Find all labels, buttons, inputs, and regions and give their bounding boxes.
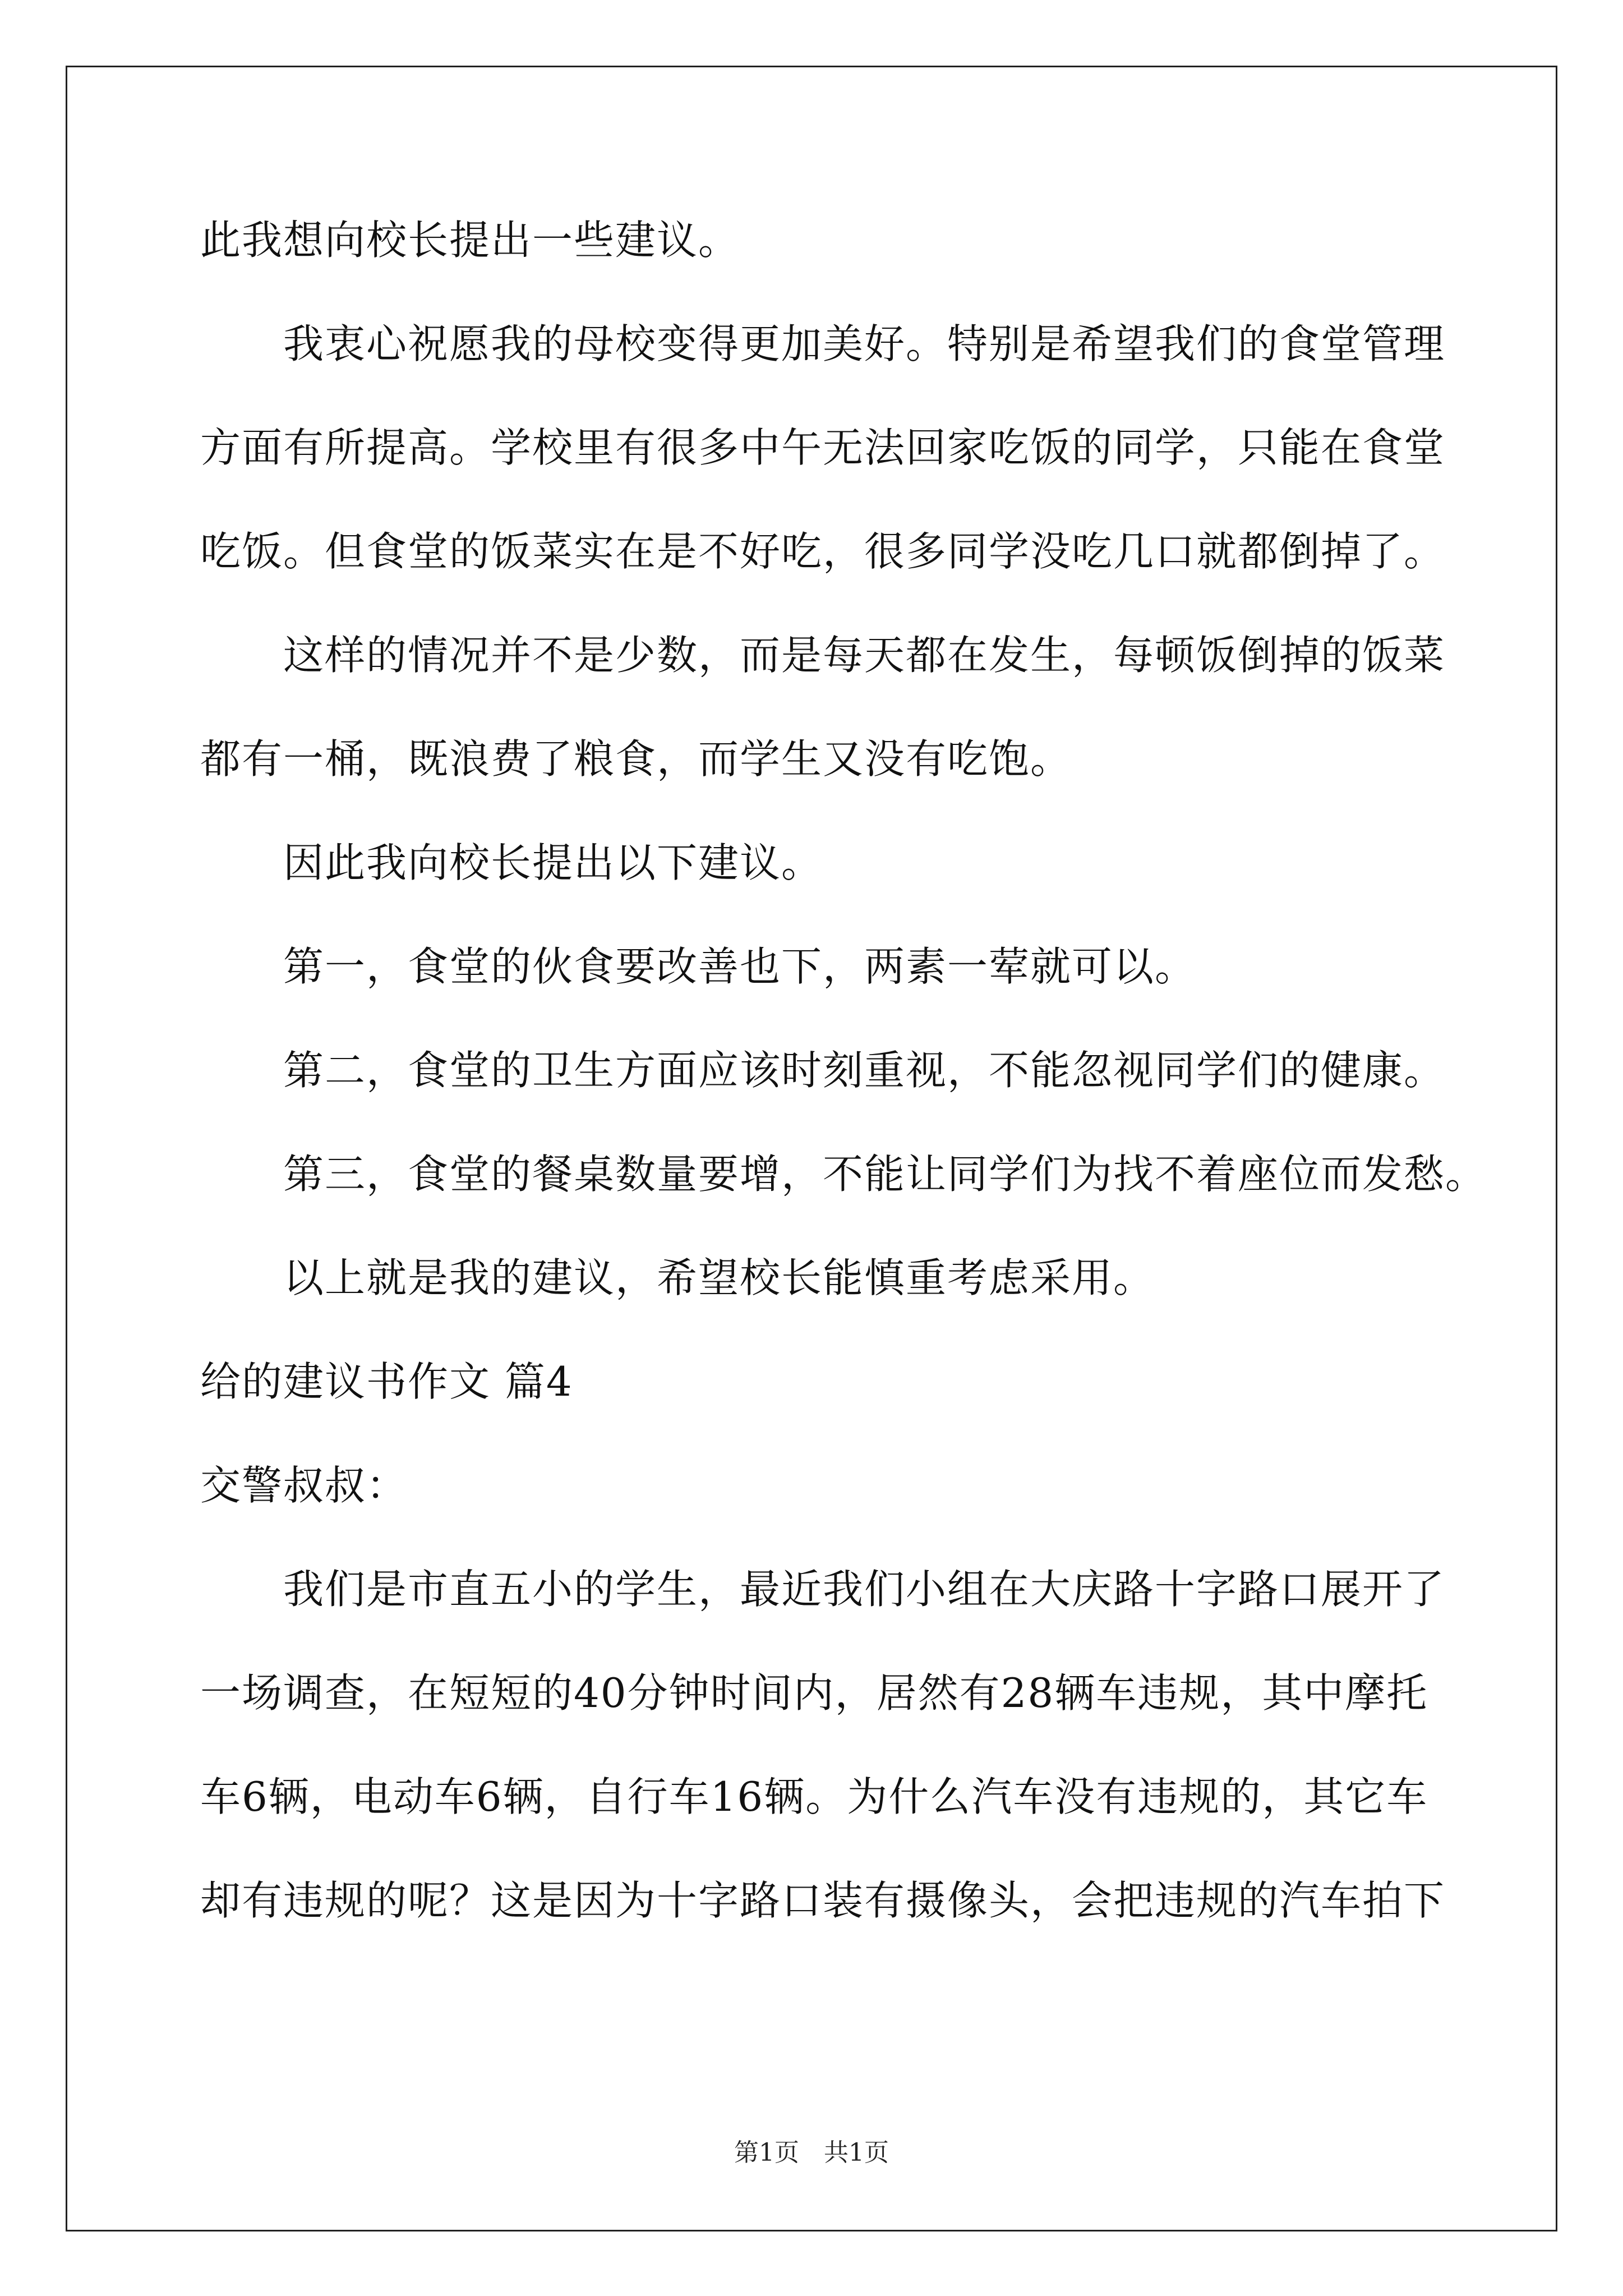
text-line: 这样的情况并不是少数，而是每天都在发生，每顿饭倒掉的饭菜	[283, 632, 1446, 679]
text-line: 都有一桶，既浪费了粮食，而学生又没有吃饱。	[200, 735, 1072, 783]
text-line: 一场调查，在短短的40分钟时间内，居然有28辆车违规，其中摩托	[200, 1669, 1428, 1717]
text-line: 我们是市直五小的学生，最近我们小组在大庆路十字路口展开了	[283, 1566, 1446, 1613]
text-line: 以上就是我的建议，希望校长能慎重考虑采用。	[283, 1254, 1155, 1301]
salutation: 交警叔叔：	[200, 1462, 408, 1509]
text-line: 车6辆，电动车6辆，自行车16辆。为什么汽车没有违规的，其它车	[200, 1773, 1428, 1820]
section-heading: 给的建议书作文 篇4	[200, 1358, 573, 1405]
text-line: 第二，食堂的卫生方面应该时刻重视，不能忽视同学们的健康。	[283, 1047, 1446, 1094]
text-line: 此我想向校长提出一些建议。	[200, 217, 740, 264]
text-line: 因此我向校长提出以下建议。	[283, 839, 823, 886]
text-line: 吃饭。但食堂的饭菜实在是不好吃，很多同学没吃几口就都倒掉了。	[200, 528, 1446, 575]
text-line: 第一，食堂的伙食要改善也下，两素一荤就可以。	[283, 943, 1197, 990]
text-line: 方面有所提高。学校里有很多中午无法回家吃饭的同学，只能在食堂	[200, 424, 1446, 471]
text-line: 我衷心祝愿我的母校变得更加美好。特别是希望我们的食堂管理	[283, 320, 1446, 367]
page-footer: 第1页 共1页	[734, 2138, 889, 2167]
text-line: 第三，食堂的餐桌数量要增，不能让同学们为找不着座位而发愁。	[283, 1151, 1487, 1198]
text-line: 却有违规的呢？这是因为十字路口装有摄像头，会把违规的汽车拍下	[200, 1877, 1446, 1924]
